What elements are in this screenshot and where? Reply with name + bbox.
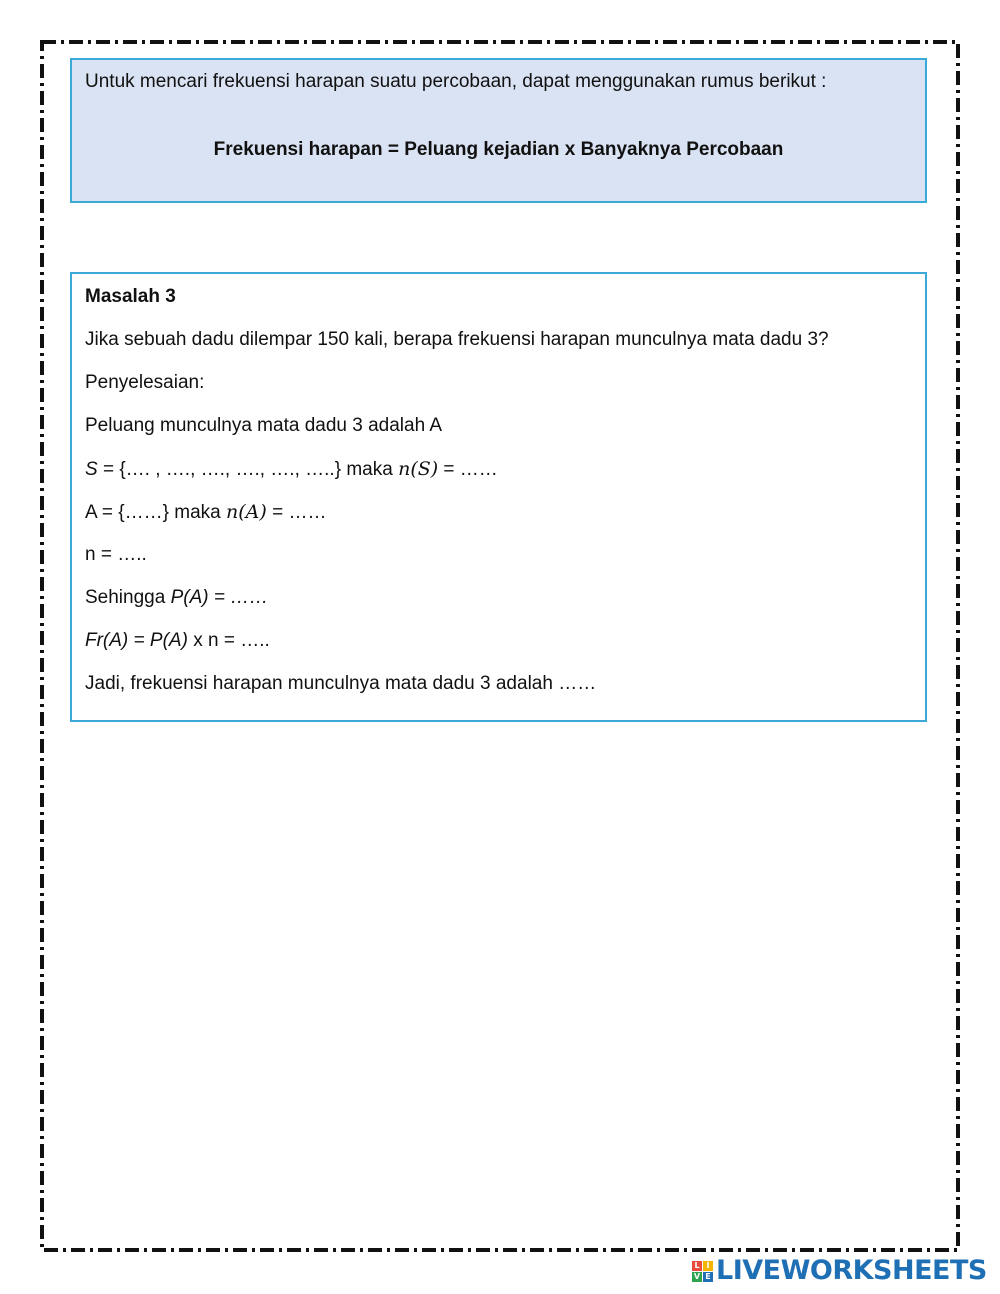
logo-mark-e: E <box>703 1272 713 1282</box>
event-set-line <box>85 499 326 526</box>
probability-line <box>85 585 268 611</box>
sample-space-count-expr: n(S) <box>398 458 439 480</box>
problem-question: Jika sebuah dadu dilempar 150 kali, berapa frekuensi harapan munculnya mata dadu 3? <box>85 329 829 350</box>
logo-mark-v: V <box>693 1271 701 1281</box>
conclusion-line[interactable]: Jadi, frekuensi harapan munculnya mata dadu 3 adalah …… <box>85 673 597 694</box>
probability-answer[interactable]: P(A) = …… <box>170 587 269 608</box>
sample-space-line <box>85 456 498 483</box>
event-count-expr: n(A) <box>226 501 267 523</box>
solution-label: Penyelesaian: <box>85 372 205 393</box>
expected-frequency-formula: Frekuensi harapan = Peluang kejadian x Banyaknya Percobaan <box>213 139 784 160</box>
expected-frequency-label: Fr(A) = <box>85 630 150 651</box>
sample-space-set[interactable]: = {…. , …., …., …., …., …..} maka <box>97 459 399 480</box>
problem-title: Masalah 3 <box>85 286 176 307</box>
event-definition-line: Peluang munculnya mata dadu 3 adalah A <box>85 415 443 436</box>
expected-frequency-answer[interactable]: x n = ….. <box>187 630 270 651</box>
problem-box <box>70 272 927 722</box>
expected-frequency-prob: P(A) <box>149 630 188 651</box>
liveworksheets-logo <box>692 1256 987 1286</box>
probability-lead: Sehingga <box>85 587 171 608</box>
expected-frequency-line <box>85 628 270 654</box>
logo-mark-l: L <box>692 1261 702 1271</box>
logo-mark-i: I <box>703 1261 713 1271</box>
logo-text: LIVEWORKSHEETS <box>716 1255 987 1286</box>
formula-info-box <box>70 58 927 203</box>
sample-space-count-answer[interactable]: = …… <box>438 459 498 480</box>
event-set-answer[interactable]: A = {……} maka <box>85 502 226 523</box>
event-count-answer[interactable]: = …… <box>266 502 327 523</box>
trial-count-line[interactable]: n = ….. <box>85 544 147 565</box>
logo-mark-icon <box>692 1261 713 1282</box>
sample-space-var: S <box>85 459 98 480</box>
info-intro-text: Untuk mencari frekuensi harapan suatu percobaan, dapat menggunakan rumus berikut : <box>85 71 827 92</box>
